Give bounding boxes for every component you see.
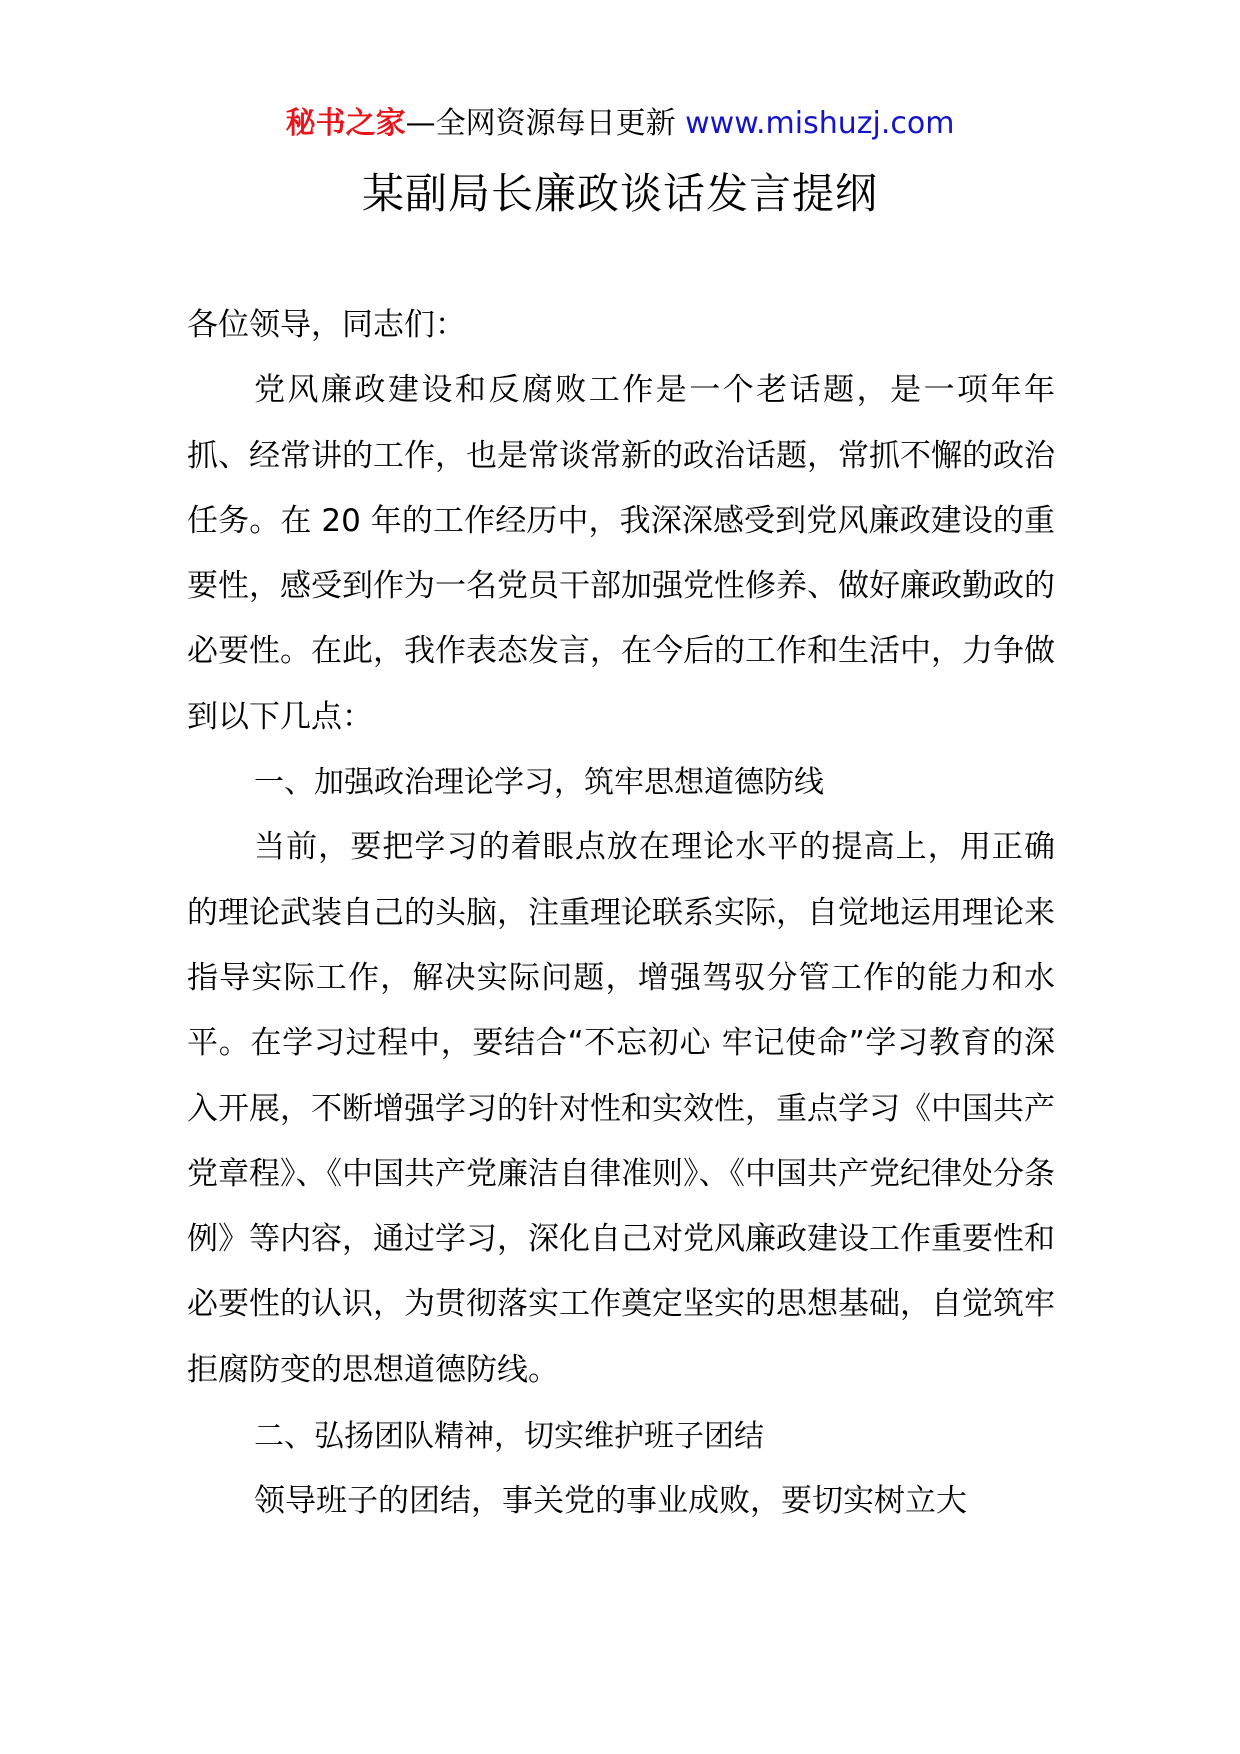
section-1-paragraph: 当前，要把学习的着眼点放在理论水平的提高上，用正确的理论武装自己的头脑，注重理论联系实际，自觉地运用理论来指导实际工作，解决实际问题，增强驾驭分管工作的能力和水平。在学习过程中，要结合“不忘初心 牢记使命”学习教育的深入开展，不断增强学习的针对性和实效性，重点学习《中国共产党章程》、《中国共产党廉洁自律准则》、《中国共产党纪律处分条例》等内容，通过学习，深化自己对党风廉政建设工作重要性和必要性的认识，为贯彻落实工作奠定坚实的思想基础，自觉筑牢拒腐防变的思想道德防线。 bbox=[187, 829, 1055, 1388]
section-2-heading: 二、弘扬团队精神，切实维护班子团结 bbox=[254, 1419, 764, 1455]
header-slogan: —全网资源每日更新 bbox=[405, 106, 686, 141]
intro-paragraph: 党风廉政建设和反腐败工作是一个老话题，是一项年年抓、经常讲的工作，也是常谈常新的政治话题，常抓不懈的政治任务。在 20 年的工作经历中，我深深感受到党风廉政建设的重要性，感受到作为一名党员干部加强党性修养、做好廉政勤政的必要性。在此，我作表态发言，在今后的工作和生活中，力争做到以下几点： bbox=[187, 372, 1055, 735]
document-title: 某副局长廉政谈话发言提纲 bbox=[361, 169, 878, 218]
site-header bbox=[0, 104, 1240, 144]
header-brand: 秘书之家 bbox=[285, 106, 406, 141]
section-2-paragraph: 领导班子的团结，事关党的事业成败，要切实树立大 bbox=[254, 1483, 967, 1520]
document-body bbox=[187, 293, 1055, 1535]
section-1-heading: 一、加强政治理论学习，筑牢思想道德防线 bbox=[254, 765, 824, 801]
header-url-link[interactable]: www.mishuzj.com bbox=[685, 106, 955, 141]
salutation: 各位领导，同志们： bbox=[187, 307, 466, 343]
